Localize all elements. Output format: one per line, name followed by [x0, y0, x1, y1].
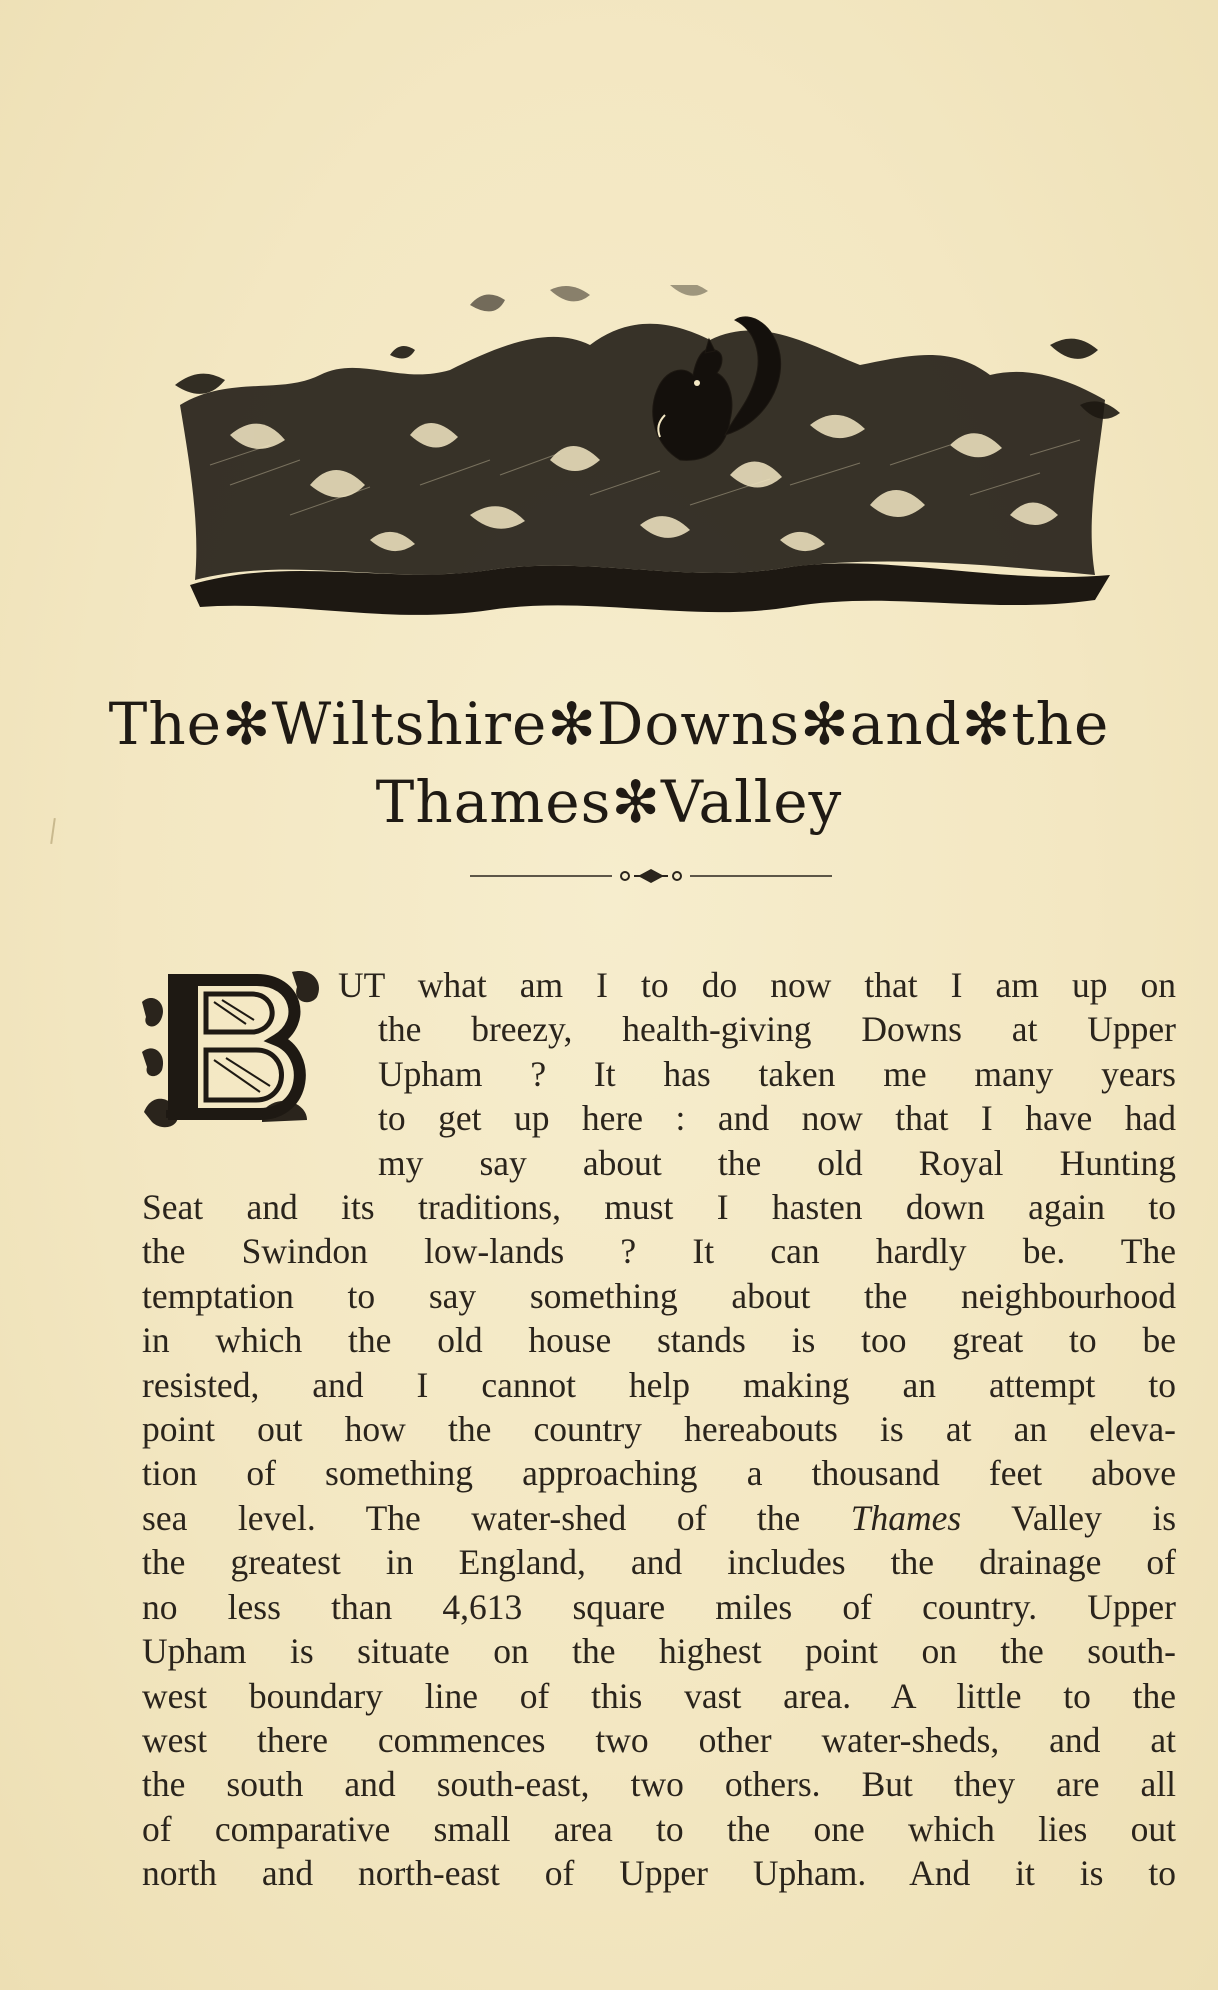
text-line: my say about the old Royal Hunting [378, 1142, 1176, 1183]
text-line: Seat and its traditions, must I hasten down again to [142, 1187, 1176, 1228]
text-line: UT what am I to do now that I am up on [338, 965, 1176, 1005]
text-line: of comparative small area to the one which lies out [142, 1808, 1176, 1849]
text-line: the breezy, health-giving Downs at Upper [378, 1009, 1176, 1050]
text-line: Upham ? It has taken me many years [378, 1053, 1176, 1094]
text-line: the greatest in England, and includes the drainage of [142, 1542, 1176, 1583]
text-line: in which the old house stands is too great to be [142, 1320, 1176, 1361]
text-line: west boundary line of this vast area. A little to the [142, 1675, 1176, 1716]
ornamental-rule [470, 866, 832, 886]
text-line: temptation to say something about the neighbourhood [142, 1275, 1176, 1316]
text-line: the Swindon low-lands ? It can hardly be. The [142, 1231, 1176, 1272]
text-line: west there commences two other water-sheds, and at [142, 1719, 1176, 1760]
text-line: north and north-east of Upper Upham. And it is to [142, 1853, 1176, 1894]
text-line: resisted, and I cannot help making an attempt to [142, 1364, 1176, 1405]
text-line: tion of something approaching a thousand feet above [142, 1453, 1176, 1494]
headpiece-engraving [170, 285, 1130, 635]
body-text [142, 963, 1176, 1896]
text-segment: Valley is [1011, 1497, 1177, 1538]
text-line: point out how the country hereabouts is at an eleva- [142, 1409, 1176, 1450]
text-line: Upham is situate on the highest point on the south- [142, 1631, 1176, 1672]
title-line-1: The✻Wiltshire✻Downs✻and✻the [108, 690, 1110, 758]
text-line: to get up here : and now that I have had [378, 1098, 1176, 1139]
title-line-2: Thames✻Valley [375, 768, 843, 836]
text-line: the south and south-east, two others. But they are all [142, 1764, 1176, 1805]
text-segment: sea level. The water-shed of the [142, 1497, 801, 1538]
text-line: no less than 4,613 square miles of country. Upper [142, 1586, 1176, 1627]
chapter-title [0, 685, 1218, 841]
italic-word: Thames [850, 1497, 962, 1538]
text-line-with-italic [142, 1496, 1176, 1540]
